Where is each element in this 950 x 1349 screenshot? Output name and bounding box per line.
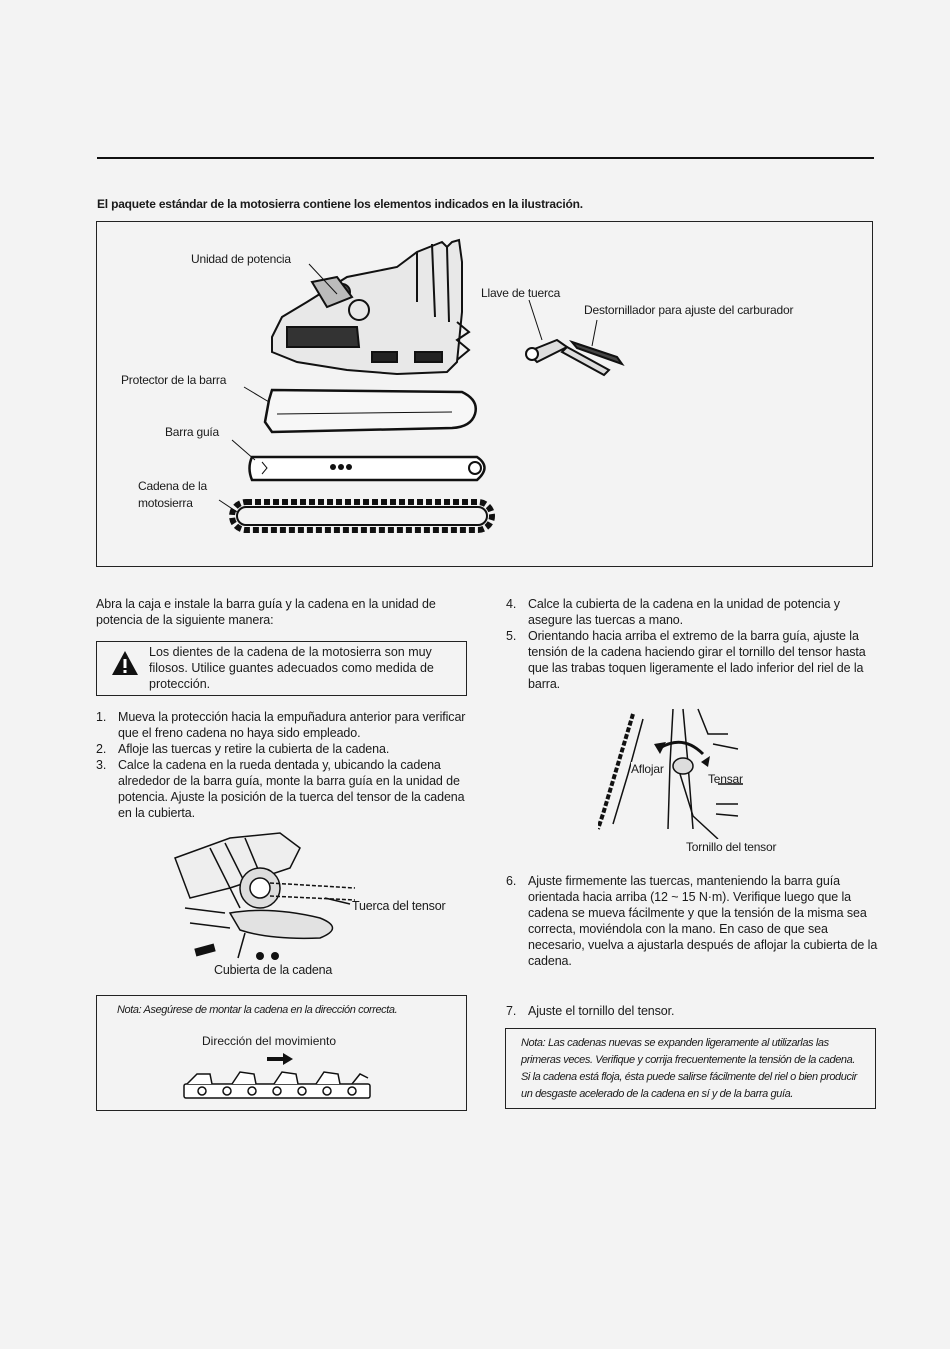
step-text: Ajuste el tornillo del tensor. [528, 1004, 675, 1018]
warning-text: Los dientes de la cadena de la motosierra son muy filosos. Utilice guantes adecuados como medida de protección. [149, 645, 434, 691]
step-text: Ajuste firmemente las tuercas, manteniendo la barra guía orientada hacia arriba (12 ~ 15 N·m). Verifique luego que la cadena se mueva fácilmente y que la tensión de la misma sea correcta, moviéndola con la mano. En caso de que sea necesario, vuelva a ajustarla después de aflojar la cubierta de la cadena. [528, 874, 878, 968]
install-intro: Abra la caja e instale la barra guía y la cadena en la unidad de potencia de la siguiente manera: [96, 597, 436, 627]
power-unit-drawing [272, 240, 469, 374]
label-loosen: Aflojar [631, 762, 664, 776]
tensioner-nut-illustration [170, 828, 360, 963]
label-tensioner-nut: Tuerca del tensor [352, 899, 446, 913]
warning-icon [111, 649, 139, 677]
step-text: Calce la cubierta de la cadena en la unidad de potencia y asegure las tuercas a mano. [528, 597, 840, 627]
label-screwdriver: Destornillador para ajuste del carburador [584, 303, 794, 317]
step-4 [506, 596, 878, 628]
label-tensioner-screw: Tornillo del tensor [686, 840, 777, 854]
label-guide-bar: Barra guía [165, 425, 220, 439]
header-rule [97, 157, 874, 159]
label-chain-line2: motosierra [138, 496, 193, 510]
step-number: 2. [96, 742, 107, 756]
note-direction-box [96, 995, 467, 1111]
label-wrench: Llave de tuerca [481, 286, 561, 300]
label-bar-protector: Protector de la barra [121, 373, 227, 387]
step-2 [96, 741, 468, 757]
step-number: 1. [96, 710, 107, 724]
left-steps [96, 709, 468, 821]
step-7 [506, 1003, 878, 1019]
right-steps-a [506, 596, 878, 692]
right-step-7 [506, 1003, 878, 1019]
label-chain-line1: Cadena de la [138, 479, 207, 493]
step-1 [96, 709, 468, 741]
note-chain-tension-box [505, 1028, 876, 1109]
package-illustration [97, 222, 874, 568]
guide-bar-drawing [250, 457, 485, 480]
step-text: Orientando hacia arriba el extremo de la barra guía, ajuste la tensión de la cadena haciendo girar el tornillo del tensor hasta que las trabas toquen ligeramente el lado inferior del riel de la barra. [528, 629, 866, 691]
step-number: 4. [506, 597, 517, 611]
step-text: Afloje las tuercas y retire la cubierta de la cadena. [118, 742, 390, 756]
step-text: Mueva la protección hacia la empuñadura anterior para verificar que el freno cadena no haya sido empleado. [118, 710, 466, 740]
tools-drawing [526, 340, 622, 375]
step-text: Calce la cadena en la rueda dentada y, ubicando la cadena alrededor de la barra guía, monte la barra guía en la unidad de potencia. Ajuste la posición de la tuerca del tensor de la cadena en la cubierta. [118, 758, 465, 820]
label-chain-cover: Cubierta de la cadena [214, 963, 333, 977]
label-tighten: Tensar [708, 772, 743, 786]
step-3 [96, 757, 468, 821]
note-direction-text: Nota: Asegúrese de montar la cadena en la dirección correcta. [117, 1004, 398, 1016]
direction-label: Dirección del movimiento [202, 1034, 337, 1048]
chain-direction-illustration [182, 1070, 372, 1102]
warning-box [96, 641, 467, 696]
saw-chain-drawing [232, 502, 492, 530]
step-number: 6. [506, 874, 517, 888]
bar-protector-drawing [265, 390, 476, 432]
note-chain-tension-text: Nota: Las cadenas nuevas se expanden ligeramente al utilizarlas las primeras veces. Verifique y corrija frecuentemente la tensión de la cadena. Si la cadena está floja, ésta puede salirse fácilmente del riel o bien producir un desgaste acelerado de la cadena en sí y de la barra guía. [521, 1037, 857, 1100]
step-number: 7. [506, 1004, 517, 1018]
step-6 [506, 873, 878, 969]
step-number: 5. [506, 629, 517, 643]
package-intro: El paquete estándar de la motosierra contiene los elementos indicados en la ilustración. [97, 197, 583, 211]
step-5 [506, 628, 878, 692]
label-power-unit: Unidad de potencia [191, 252, 291, 266]
right-step-6 [506, 873, 878, 969]
arrow-right-icon [267, 1053, 293, 1065]
package-figure [96, 221, 873, 567]
step-number: 3. [96, 758, 107, 772]
